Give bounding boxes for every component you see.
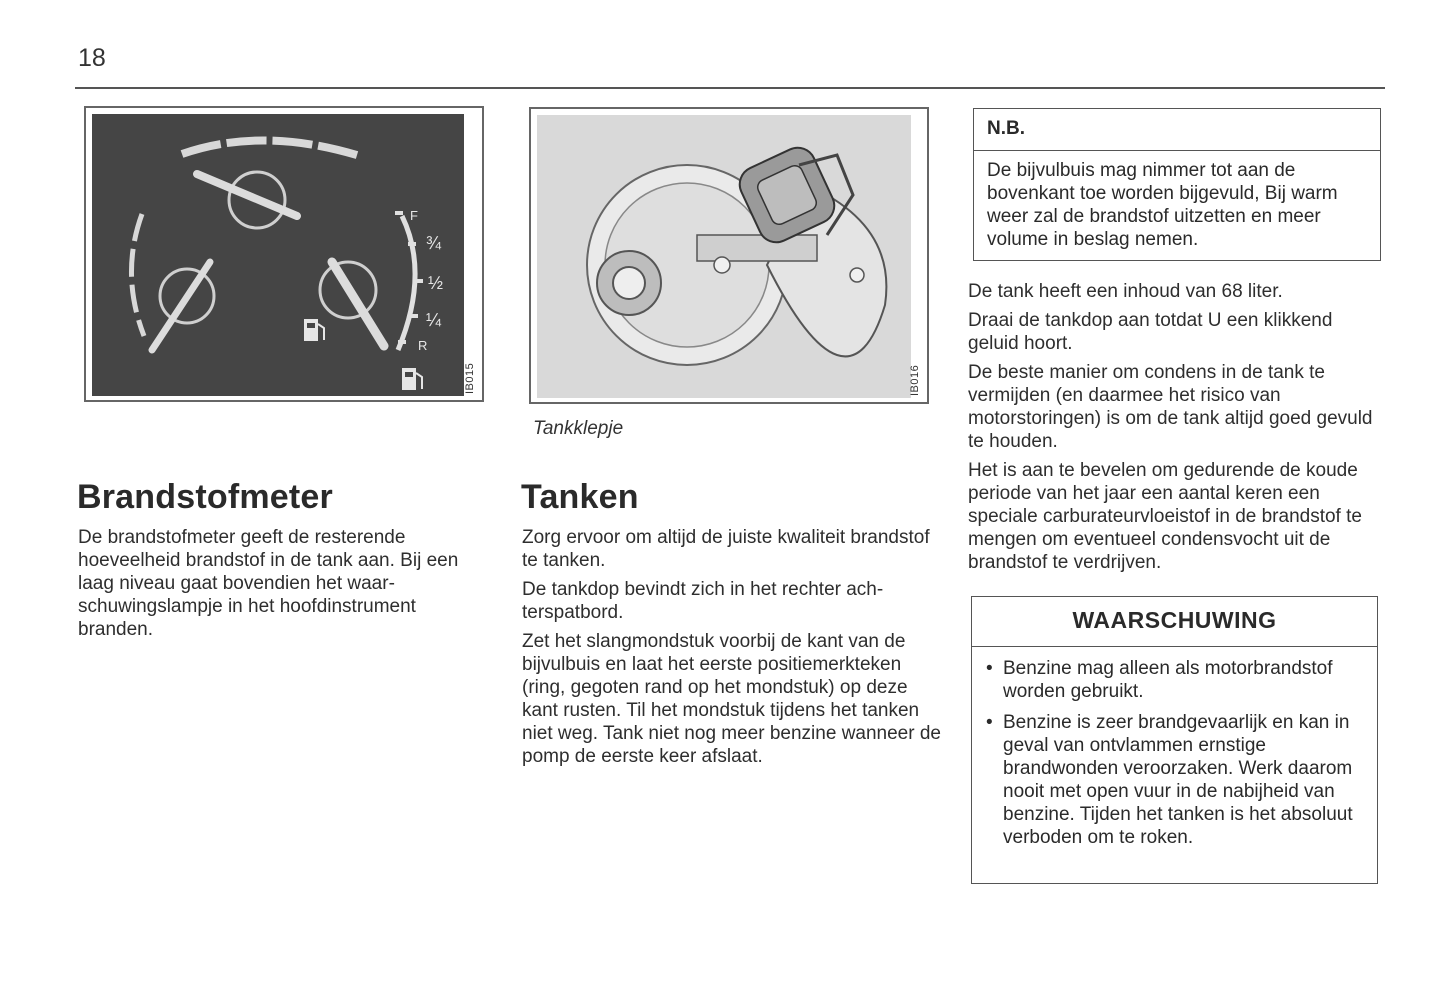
header-rule [75,87,1385,89]
instrument-cluster-drawing [92,114,464,396]
paragraph: Het is aan te bevelen om gedurende de koude periode van het jaar een aantal keren een speciale carburateurvloeistof in de brandstof te mengen om eventueel condensvocht uit de brandstof te verdrijven. [968,460,1362,573]
filler-cap-illustration [537,115,911,398]
paragraph: Zorg ervoor om altijd de juiste kwaliteit brandstof te tanken. [522,527,930,571]
gauge-label-quarter: ¼ [426,310,442,330]
figure-caption: Tankklepje [533,418,624,439]
fuel-tick [398,340,406,344]
fuel-tick [395,211,403,215]
fuel-tick [415,279,423,283]
figure-code: IB015 [464,362,476,394]
paragraph: De tankdop bevindt zich in het rechter achterspatbord. [522,579,884,623]
gauge-label-half: ½ [428,273,444,293]
page-number: 18 [78,44,106,72]
warning-list [986,657,1371,857]
gauge-label-full: F [410,208,418,223]
upper-needle [197,174,297,216]
fuel-pump-icon [304,319,324,341]
door-hinge [697,235,817,261]
temp-arc [131,214,144,336]
brandstofmeter-body [78,526,478,647]
speedo-arc [182,140,360,156]
section-title-brandstofmeter: Brandstofmeter [77,478,333,516]
filler-cap-figure [529,107,929,404]
paragraph: De tank heeft een inhoud van 68 liter. [968,281,1283,302]
gauge-label-three-quarter: ¾ [426,233,442,253]
fuel-tick [410,314,418,318]
fuel-needle [332,262,384,346]
hinge-pin [850,268,864,282]
fuel-scale-arc [398,216,415,350]
paragraph: Draai de tankdop aan totdat U een klikkend geluid hoort. [968,310,1333,354]
note-text: De bijvulbuis mag nimmer tot aan de bovenkant toe worden bijgevuld, Bij warm weer zal de brandstof uitzetten en meer volume in beslag nemen. [987,160,1338,250]
paragraph: Zet het slangmondstuk voorbij de kant van de bijvulbuis en laat het eerste positiemerkteken (ring, gegoten rand op het mondstuk) op deze kant rusten. Til het mondstuk tijdens het tanken niet weg. Tank niet nog meer benzine wanneer de pomp de eerste keer afslaat. [522,631,941,767]
fuel-tick [408,242,416,246]
fuel-pump-warning-icon [402,368,422,390]
list-item [986,657,1371,703]
gauge-label-reserve: R [418,338,428,353]
note-title: N.B. [987,118,1025,139]
paragraph: De beste manier om condens in de tank te vermijden (en daarmee het risico van motorstoringen) is om de tank altijd goed gevuld te houden. [968,362,1373,452]
note-header [974,109,1380,151]
warning-item-text: Benzine is zeer brandgevaarlijk en kan in geval van ontvlammen ernstige brandwonden veroorzaken. Werk daarom nooit met open vuur in de nabijheid van benzine. Tijden het tanken is het absoluut verboden om te roken. [1003,712,1353,848]
note-box [973,108,1381,261]
section-title-tanken: Tanken [521,478,639,516]
fuel-gauge-illustration [92,114,464,396]
filler-cap-drawing [537,115,911,398]
tanken-body [522,526,942,774]
bullet-icon: • [986,658,993,679]
fuel-gauge-figure [84,106,484,402]
warning-item-text: Benzine mag alleen als motorbrandstof worden gebruikt. [1003,658,1333,702]
hinge-pin [714,257,730,273]
list-item [986,711,1371,849]
warning-title: WAARSCHUWING [1072,607,1277,633]
figure-code: IB016 [909,364,921,396]
tank-info-body [968,280,1388,580]
warning-box [971,596,1378,884]
warning-header [972,597,1377,647]
filler-neck [613,267,645,299]
bullet-icon: • [986,712,993,733]
paragraph: De brandstofmeter geeft de resterende hoeveelheid brandstof in de tank aan. Bij een laag niveau gaat bovendien het waarschuwingslampje in het hoofdinstrument branden. [78,527,459,640]
